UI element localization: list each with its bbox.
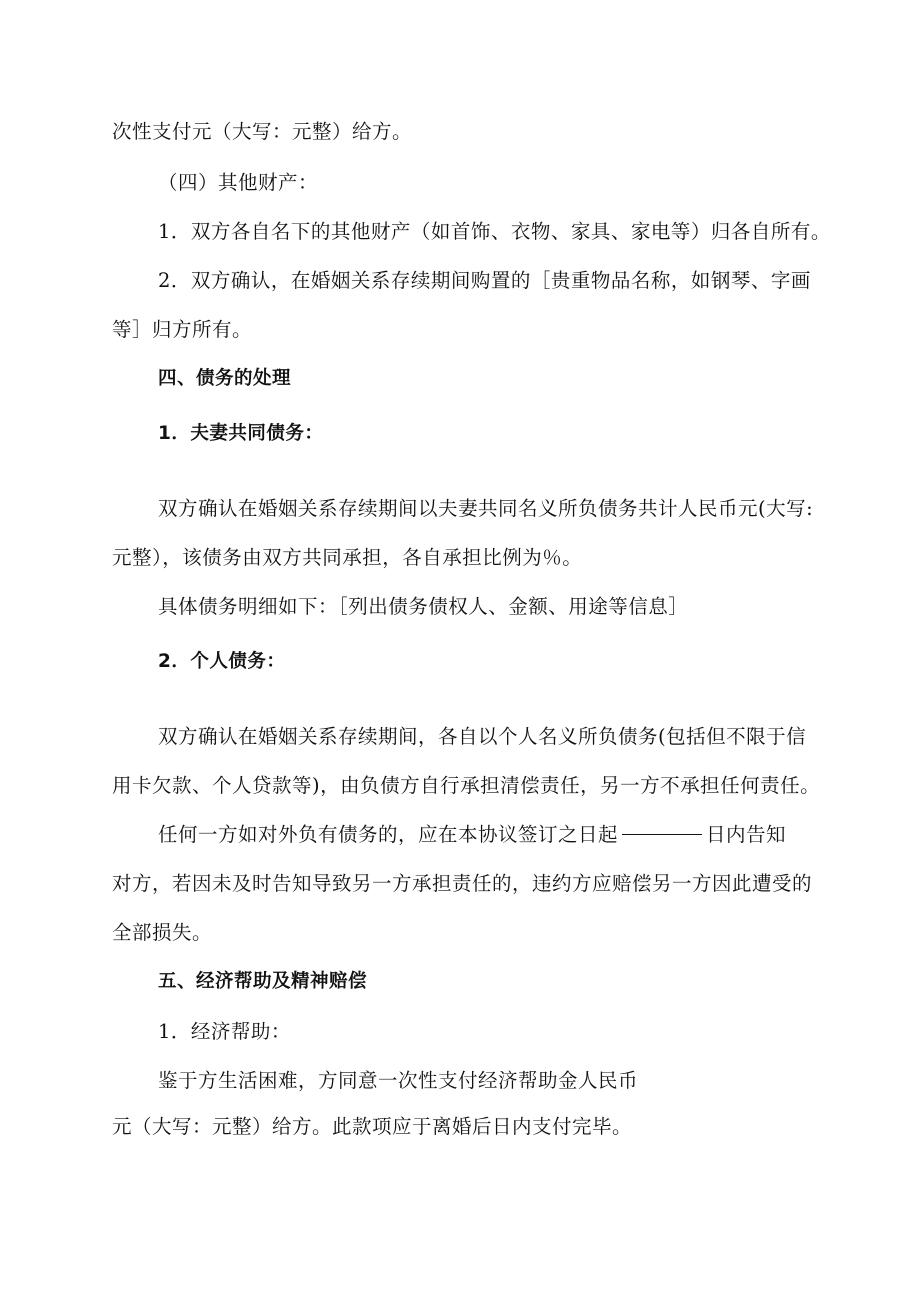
text-segment: 日内告知	[706, 823, 787, 846]
text-line: 2．双方确认，在婚姻关系存续期间购置的［贵重物品名称，如钢琴、字画	[158, 269, 811, 292]
subsection-heading: 1．夫妻共同债务：	[158, 423, 324, 444]
subsection-heading: 2．个人债务：	[158, 651, 286, 672]
text-line: 鉴于方生活困难，方同意一次性支付经济帮助金人民币	[158, 1069, 639, 1092]
section-heading: 四、债务的处理	[158, 368, 292, 389]
text-line: 全部损失。	[112, 921, 213, 944]
text-line: 元整），该债务由双方共同承担，各自承担比例为％。	[112, 546, 583, 569]
text-line: 双方确认在婚姻关系存续期间，各自以个人名义所负债务(包括但不限于信	[158, 725, 807, 748]
text-line	[158, 820, 786, 850]
text-line: 等］归方所有。	[112, 318, 253, 341]
text-line: 双方确认在婚姻关系存续期间以夫妻共同名义所负债务共计人民币元(大写:	[158, 497, 814, 520]
text-line: 次性支付元（大写：元整）给方。	[112, 120, 413, 143]
section-subheading: （四）其他财产：	[158, 171, 319, 194]
text-segment: 任何一方如对外负有债务的，应在本协议签订之日起	[158, 823, 619, 846]
text-line: 元（大写：元整）给方。此款项应于离婚后日内支付完毕。	[112, 1115, 633, 1138]
text-line: 用卡欠款、个人贷款等)，由负债方自行承担清偿责任，另一方不承担任何责任。	[112, 774, 821, 797]
text-line: 具体债务明细如下：［列出债务债权人、金额、用途等信息］	[158, 595, 689, 618]
text-line: 1．双方各自名下的其他财产（如首饰、衣物、家具、家电等）归各自所有。	[158, 220, 831, 243]
subsection-heading: 1．经济帮助：	[158, 1020, 291, 1043]
text-line: 对方，若因未及时告知导致另一方承担责任的，违约方应赔偿另一方因此遭受的	[112, 872, 813, 895]
section-heading: 五、经济帮助及精神赔偿	[158, 971, 368, 992]
fill-in-blank	[622, 833, 702, 835]
